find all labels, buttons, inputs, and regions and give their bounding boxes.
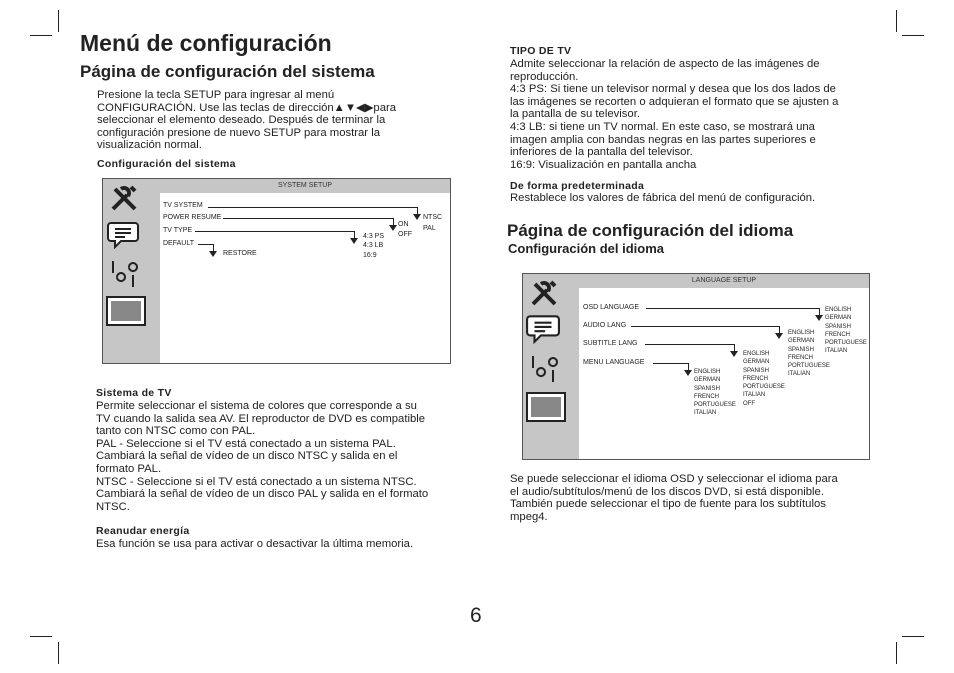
language-text: Se puede seleccionar el idioma OSD y seleccionar el idioma para el audio/subtítulos/menú de los discos DVD, si está disponible. También puede seleccionar el tipo de fuente para los subtítulos mpeg4. <box>510 473 838 523</box>
page-number: 6 <box>470 604 482 627</box>
menu-item-power-resume: POWER RESUME <box>163 214 222 221</box>
connector <box>646 308 819 309</box>
section-label-power-resume: Reanudar energía <box>96 525 190 537</box>
language-setup-panel <box>522 273 870 460</box>
screen-icon <box>106 296 146 326</box>
default-label: De forma predeterminada <box>510 180 645 192</box>
arrow-down-icon <box>730 351 738 357</box>
arrow-down-icon <box>209 251 217 257</box>
menu-item-tv-system: TV SYSTEM <box>163 202 203 209</box>
system-intro: Presione la tecla SETUP para ingresar al menú CONFIGURACIÓN. Use las teclas de dirección▲▼◀▶para seleccionar el elemento deseado. Después de terminar la configuración presione de nuevo SETUP para mostrar la visualización normal. <box>97 89 397 152</box>
wrench-screwdriver-icon <box>529 278 559 308</box>
section-label-tv-system: Sistema de TV <box>96 387 172 399</box>
menu-language-options: ENGLISH GERMAN SPANISH FRENCH PORTUGUESE ITALIAN <box>694 369 736 417</box>
arrow-down-icon <box>775 333 783 339</box>
connector <box>195 231 354 232</box>
crop-mark <box>902 35 924 36</box>
panel-title: SYSTEM SETUP <box>160 179 450 193</box>
speech-bubble-icon <box>107 221 139 249</box>
system-setup-panel <box>102 178 451 364</box>
connector <box>653 363 688 364</box>
menu-item-default: DEFAULT <box>163 240 194 247</box>
arrow-down-icon <box>413 214 421 220</box>
menu-item-osd-language: OSD LANGUAGE <box>583 304 640 311</box>
language-subheading: Configuración del idioma <box>508 241 665 256</box>
audio-lang-options: ENGLISH GERMAN SPANISH FRENCH PORTUGUESE ITALIAN <box>788 330 830 378</box>
connector <box>198 244 213 245</box>
language-page-heading: Página de configuración del idioma <box>507 221 794 240</box>
tv-type-options: 4:3 PS 4:3 LB 16:9 <box>363 233 385 259</box>
tv-type-text: Admite seleccionar la relación de aspecto de las imágenes de reproducción. 4:3 PS: Si tiene un televisor normal y desea que los dos lados de las imágenes se recorten o adquieran el formato que se ajusten a la pantalla de su televisor. 4:3 LB: si tiene un TV normal. En este caso, se mostrará una imagen amplia con bandas negras en las partes superiores e inferiores de la pantalla del televisor. 16:9: Visualización en pantalla ancha <box>510 58 839 171</box>
arrow-down-icon <box>389 225 397 231</box>
connector <box>208 207 417 208</box>
crop-mark <box>30 636 52 637</box>
crop-mark <box>30 35 52 36</box>
system-page-heading: Página de configuración del sistema <box>80 62 375 81</box>
menu-item-menu-language: MENU LANGUAGE <box>583 359 645 366</box>
section-text-power-resume: Esa función se usa para activar o desactivar la última memoria. <box>96 538 414 550</box>
menu-item-subtitle-lang: SUBTITLE LANG <box>583 340 638 347</box>
menu-item-tv-type: TV TYPE <box>163 227 193 234</box>
crop-mark <box>58 642 59 664</box>
subtitle-lang-options: ENGLISH GERMAN SPANISH FRENCH PORTUGUESE ITALIAN OFF <box>743 351 785 407</box>
connector <box>631 326 779 327</box>
wrench-screwdriver-icon <box>109 183 139 213</box>
connector <box>645 344 734 345</box>
panel-title: LANGUAGE SETUP <box>579 274 869 288</box>
osd-language-options: ENGLISH GERMAN SPANISH FRENCH PORTUGUESE ITALIAN <box>825 307 867 355</box>
system-figure-label: Configuración del sistema <box>97 158 236 170</box>
default-option: RESTORE <box>223 250 257 257</box>
binary-digits-icon <box>109 259 139 289</box>
crop-mark <box>896 10 897 32</box>
screen-icon <box>526 392 566 422</box>
crop-mark <box>58 10 59 32</box>
speech-bubble-icon <box>526 314 560 344</box>
page-title: Menú de configuración <box>80 30 332 56</box>
tv-type-label: TIPO DE TV <box>510 45 572 57</box>
arrow-down-icon <box>350 238 358 244</box>
connector <box>223 218 393 219</box>
section-text-tv-system: Permite seleccionar el sistema de colores que corresponde a su TV cuando la salida sea AV. El reproductor de DVD es compatible tanto con NTSC como con PAL. PAL - Seleccione si el TV está conectado a un sistema PAL. Cambiará la señal de vídeo de un disco NTSC y salida en el formato PAL. NTSC - Seleccione si el TV está conectado a un sistema NTSC. Cambiará la señal de vídeo de un disco PAL y salida en el formato NTSC. <box>96 400 429 513</box>
default-text: Restablece los valores de fábrica del menú de configuración. <box>510 192 816 204</box>
arrow-down-icon <box>815 315 823 321</box>
arrow-down-icon <box>684 370 692 376</box>
binary-digits-icon <box>529 354 559 384</box>
menu-item-audio-lang: AUDIO LANG <box>583 322 627 329</box>
power-resume-options: ON OFF <box>398 221 412 238</box>
crop-mark <box>896 642 897 664</box>
crop-mark <box>902 636 924 637</box>
tv-system-options: NTSC PAL <box>423 214 443 232</box>
